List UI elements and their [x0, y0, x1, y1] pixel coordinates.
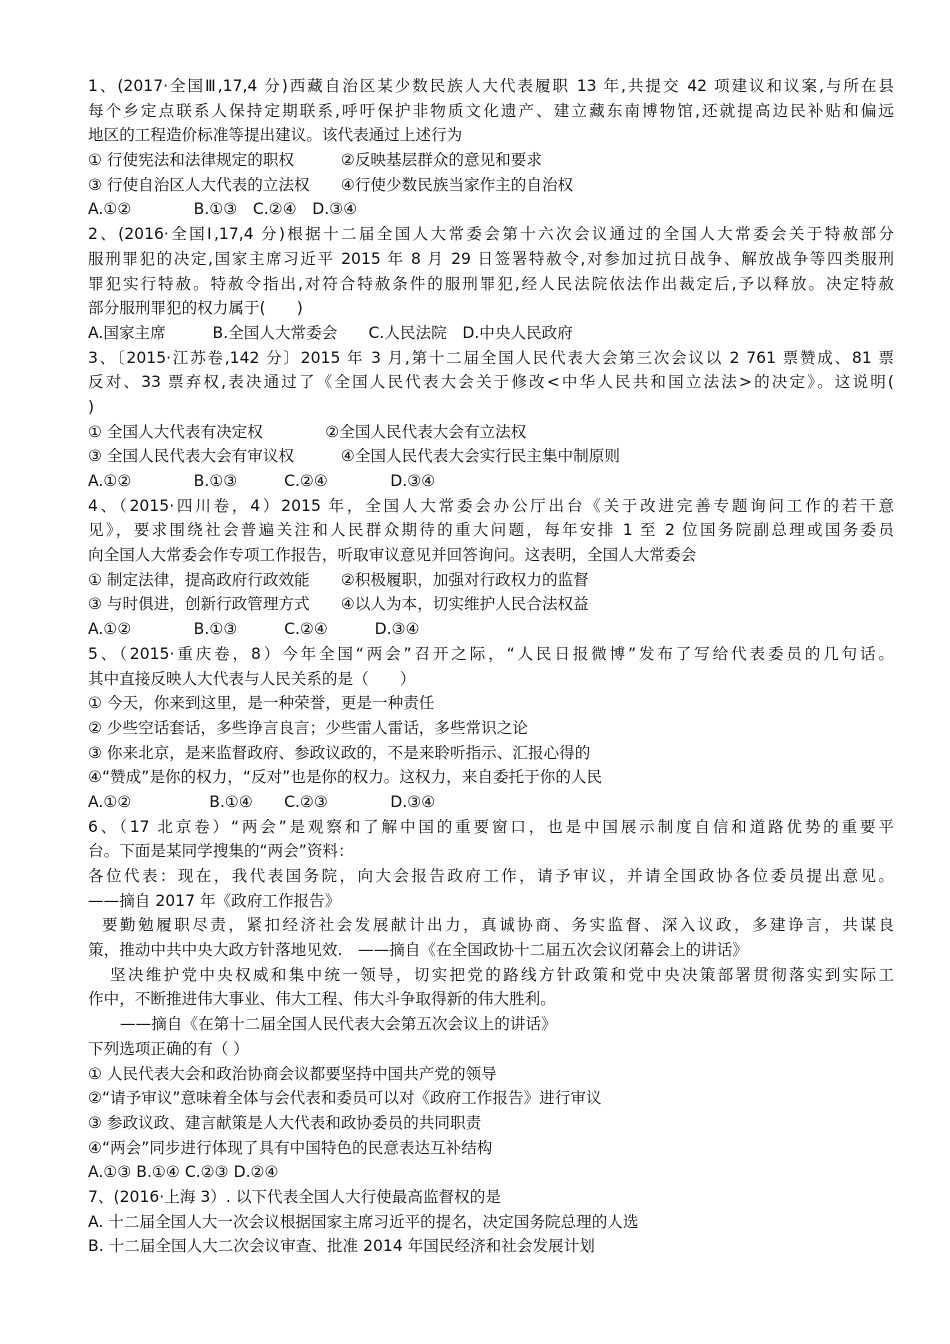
text-line: ① 今天，你来到这里，是一种荣誉，更是一种责任 — [88, 694, 435, 713]
text-line: A.①② B.①④ C.②③ D.③④ — [88, 792, 436, 811]
text-line: 7、(2016·上海 3）. 以下代表全国人大行使最高监督权的是 — [88, 1187, 501, 1206]
text-line: 1、(2017·全国Ⅲ,17,4 分)西藏自治区某少数民族人大代表履职 13 年,共提交 42 项建议和议案,与所在县 — [88, 77, 894, 95]
text-line: 下列选项正确的有（ ） — [88, 1039, 249, 1058]
text-line: 各位代表：现在，我代表国务院，向大会报告政府工作，请予审议，并请全国政协各位委员提出意见。 — [88, 867, 894, 885]
text-line: 台。下面是某同学搜集的“两会”资料： — [88, 842, 354, 861]
document-page — [88, 74, 894, 1259]
text-line: ③ 行使自治区人大代表的立法权 ④行使少数民族当家作主的自治权 — [88, 175, 574, 194]
text-line: 5、（2015·重庆卷，8）今年全国“两会”召开之际，“人民日报微博”发布了写给代表委员的几句话。 — [88, 644, 894, 663]
text-line: 2、(2016·全国Ⅰ,17,4 分)根据十二届全国人大常委会第十六次会议通过的全国人大常委会关于特赦部分 — [88, 225, 894, 244]
text-line: 每个乡定点联系人保持定期联系,呼吁保护非物质文化遗产、建立藏东南博物馆,还就提高边民补贴和偏远 — [88, 101, 894, 120]
text-line: 罪犯实行特赦。特赦令指出,对符合特赦条件的服刑罪犯,经人民法院依法作出裁定后,予以释放。决定特赦 — [88, 274, 894, 293]
text-line: ——摘自《在第十二届全国人民代表大会第五次会议上的讲话》 — [120, 1015, 557, 1034]
text-line: 服刑罪犯的决定,国家主席习近平 2015 年 8 月 29 日签署特赦令,对参加过抗日战争、解放战争等四类服刑 — [88, 249, 894, 268]
text-line: ③ 参政议政、建言献策是人大代表和政协委员的共同职责 — [88, 1113, 482, 1132]
text-line: ① 全国人大代表有决定权 ②全国人民代表大会有立法权 — [88, 422, 527, 441]
text-line: 4、（2015·四川卷，4）2015 年，全国人大常委会办公厅出台《关于改进完善专题询问工作的若干意 — [88, 496, 894, 515]
text-line: 坚决维护党中央权威和集中统一领导，切实把党的路线方针政策和党中央决策部署贯彻落实到实际工 — [110, 965, 894, 984]
text-line: ) — [88, 397, 95, 416]
text-line: 其中直接反映人大代表与人民关系的是（ ） — [88, 669, 416, 688]
text-line: 6、（17 北京卷）“两会”是观察和了解中国的重要窗口，也是中国展示制度自信和道路优势的重要平 — [88, 817, 894, 836]
text-line: ③ 全国人民代表大会有审议权 ④全国人民代表大会实行民主集中制原则 — [88, 447, 620, 466]
text-line: ① 行使宪法和法律规定的职权 ②反映基层群众的意见和要求 — [88, 151, 542, 170]
text-line: 向全国人大常委会作专项工作报告，听取审议意见并回答询问。这表明，全国人大常委会 — [88, 546, 697, 565]
text-line: A.①② B.①③ C.②④ D.③④ — [88, 472, 436, 490]
text-line: A.①② B.①③ C.②④ D.③④ — [88, 200, 358, 219]
text-line: ——摘自 2017 年《政府工作报告》 — [88, 891, 341, 910]
text-line: A. 十二届全国人大一次会议根据国家主席习近平的提名，决定国务院总理的人选 — [88, 1212, 639, 1231]
text-line: ① 人民代表大会和政治协商会议都要坚持中国共产党的领导 — [88, 1064, 497, 1083]
text-line: 地区的工程造价标准等提出建议。该代表通过上述行为 — [88, 126, 463, 145]
text-line: 3、〔2015·江苏卷,142 分〕2015 年 3 月,第十二届全国人民代表大会第三次会议以 2 761 票赞成、81 票 — [88, 348, 894, 367]
text-line: 反对、33 票弃权,表决通过了《全国人民代表大会关于修改<中华人民共和国立法法>的决定》。这说明( — [88, 373, 894, 392]
text-line: 部分服刑罪犯的权力属于( ) — [88, 299, 303, 318]
text-line: 见》，要求围绕社会普遍关注和人民群众期待的重大问题，每年安排 1 至 2 位国务院副总理或国务委员 — [88, 521, 894, 540]
text-line: B. 十二届全国人大二次会议审查、批准 2014 年国民经济和社会发展计划 — [88, 1237, 595, 1256]
text-line: A.①③ B.①④ C.②③ D.②④ — [88, 1163, 279, 1182]
text-line: 策，推动中共中央大政方针落地见效. ——摘自《在全国政协十二届五次会议闭幕会上的讲话》 — [88, 941, 748, 960]
text-line: ④“赞成”是你的权力，“反对”也是你的权力。这权力，来自委托于你的人民 — [88, 768, 603, 787]
text-line: A.国家主席 B.全国人大常委会 C.人民法院 D.中央人民政府 — [88, 323, 573, 342]
text-line: ④“两会”同步进行体现了具有中国特色的民意表达互补结构 — [88, 1138, 493, 1157]
text-line: A.①② B.①③ C.②④ D.③④ — [88, 620, 420, 639]
text-line: ③ 你来北京，是来监督政府、参政议政的，不是来聆听指示、汇报心得的 — [88, 743, 591, 762]
text-line: ① 制定法律，提高政府行政效能 ②积极履职，加强对行政权力的监督 — [88, 570, 589, 589]
text-line: ② 少些空话套话，多些诤言良言；少些雷人雷话，多些常识之论 — [88, 718, 528, 737]
text-line: 要勤勉履职尽责，紧扣经济社会发展献计出力，真诚协商、务实监督、深入议政，多建诤言，共谋良 — [102, 916, 894, 935]
text-line: ③ 与时俱进，创新行政管理方式 ④以人为本，切实维护人民合法权益 — [88, 595, 589, 614]
text-line: ②“请予审议”意味着全体与会代表和委员可以对《政府工作报告》进行审议 — [88, 1089, 602, 1108]
text-line: 作中，不断推进伟大事业、伟大工程、伟大斗争取得新的伟大胜利。 — [88, 990, 556, 1009]
